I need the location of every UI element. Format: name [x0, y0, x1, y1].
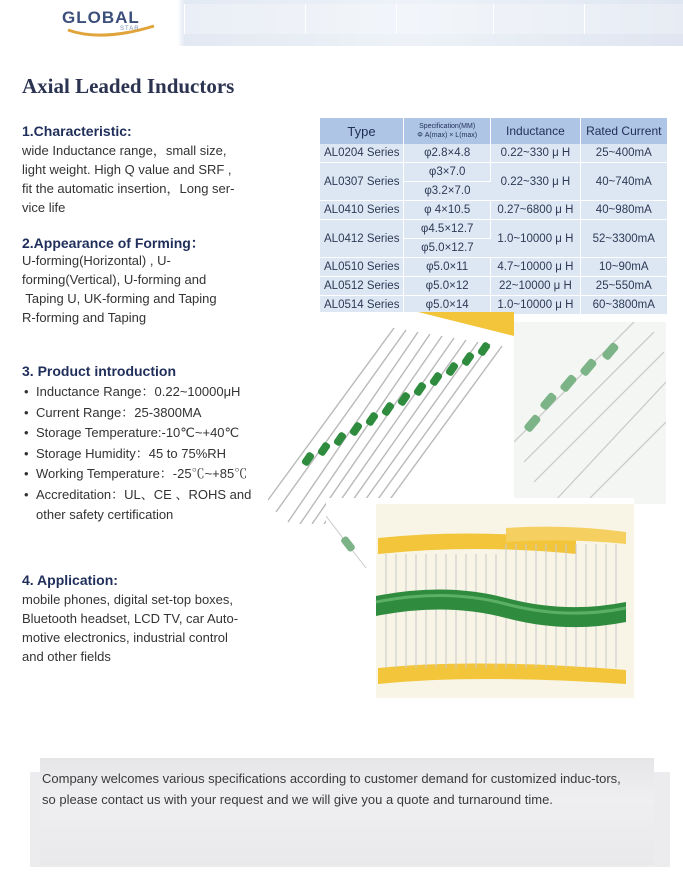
cell-current: 60~3800mA — [580, 296, 667, 315]
characteristic-line: light weight. High Q value and SRF , — [22, 162, 232, 177]
logo-subtext: STAR — [120, 26, 140, 32]
cell-current: 52~3300mA — [580, 220, 667, 258]
header-spec — [404, 118, 491, 144]
forming-line: forming(Vertical), U-forming and — [22, 272, 207, 287]
product-bullets — [24, 382, 274, 526]
cell-type: AL0410 Series — [320, 201, 404, 220]
formed-inductors-image — [326, 498, 634, 698]
forming-text — [22, 251, 292, 327]
cell-type: AL0204 Series — [320, 144, 404, 163]
header-decor-cell — [396, 4, 493, 34]
header-type: Type — [320, 118, 404, 144]
cell-spec: φ5.0×12.7 — [404, 239, 491, 258]
characteristic-text — [22, 141, 292, 217]
logo-text: GLOBAL — [62, 8, 140, 27]
taped-inductors-photo — [268, 312, 514, 524]
table-row — [320, 163, 667, 182]
table-row — [320, 144, 667, 163]
application-title: 4. Application: — [22, 572, 118, 588]
cell-current: 40~980mA — [580, 201, 667, 220]
cell-inductance: 0.22~330 μ H — [491, 163, 580, 201]
company-logo — [62, 8, 158, 38]
header-spec-line1: Specification(MM) — [419, 123, 476, 130]
cell-spec: φ3×7.0 — [404, 163, 491, 182]
cell-type: AL0307 Series — [320, 163, 404, 201]
footer-text: Company welcomes various specifications according to customer demand for customized induc-tors, so please contact us with your request and we will give you a quote and turnaround time. — [42, 771, 621, 807]
characteristic-title: 1.Characteristic: — [22, 123, 132, 139]
loose-inductors-image — [514, 322, 666, 504]
cell-inductance: 1.0~10000 μ H — [491, 220, 580, 258]
cell-inductance: 0.22~330 μ H — [491, 144, 580, 163]
cell-inductance: 0.27~6800 μ H — [491, 201, 580, 220]
table-row — [320, 258, 667, 277]
cell-spec: φ5.0×12 — [404, 277, 491, 296]
cell-inductance: 22~10000 μ H — [491, 277, 580, 296]
cell-spec: φ 4×10.5 — [404, 201, 491, 220]
product-bullet: • Inductance Range：0.22~10000μH — [24, 382, 274, 403]
product-bullet: • Accreditation：UL、CE 、ROHS and — [24, 485, 274, 506]
cell-spec: φ4.5×12.7 — [404, 220, 491, 239]
taped-inductors-image — [268, 312, 514, 524]
cell-spec: φ2.8×4.8 — [404, 144, 491, 163]
forming-title: 2.Appearance of Forming： — [22, 235, 205, 251]
formed-inductors-photo — [326, 498, 634, 698]
cell-current: 10~90mA — [580, 258, 667, 277]
header-decor-cell — [305, 4, 396, 34]
header-decor-cell — [184, 4, 305, 34]
cell-current: 40~740mA — [580, 163, 667, 201]
product-bullet-continuation: other safety certification — [36, 507, 174, 522]
cell-inductance: 1.0~10000 μ H — [491, 296, 580, 315]
application-line: Bluetooth headset, LCD TV, car Auto- — [22, 611, 239, 626]
characteristic-line: vice life — [22, 200, 66, 215]
page-title: Axial Leaded Inductors — [22, 74, 235, 98]
loose-inductors-photo — [514, 322, 666, 504]
application-line: and other fields — [22, 649, 111, 664]
application-line: mobile phones, digital set-top boxes, — [22, 592, 234, 607]
forming-line: U-forming(Horizontal) , U- — [22, 253, 171, 268]
cell-spec: φ5.0×14 — [404, 296, 491, 315]
cell-spec: φ3.2×7.0 — [404, 182, 491, 201]
product-title: 3. Product introduction — [22, 363, 176, 379]
application-line: motive electronics, industrial control — [22, 630, 228, 645]
forming-line: Taping U, UK-forming and Taping — [22, 291, 217, 306]
forming-line: R-forming and Taping — [22, 310, 147, 325]
cell-type: AL0514 Series — [320, 296, 404, 315]
table-row — [320, 277, 667, 296]
product-bullet: • Storage Temperature:-10℃~+40℃ — [24, 423, 274, 444]
application-text — [22, 590, 292, 666]
cell-spec: φ5.0×11 — [404, 258, 491, 277]
product-bullet: • Current Range：25-3800MA — [24, 403, 274, 424]
cell-type: AL0412 Series — [320, 220, 404, 258]
table-row — [320, 220, 667, 239]
header-decor-cell — [584, 4, 683, 34]
header-inductance: Inductance — [491, 118, 580, 144]
cell-current: 25~400mA — [580, 144, 667, 163]
characteristic-line: wide Inductance range，small size, — [22, 143, 227, 158]
cell-inductance: 4.7~10000 μ H — [491, 258, 580, 277]
header-spec-line2: Φ A(max) × L(max) — [417, 132, 478, 139]
characteristic-line: fit the automatic insertion，Long ser- — [22, 181, 235, 196]
cell-type: AL0510 Series — [320, 258, 404, 277]
spec-table — [320, 118, 667, 315]
spec-table-header-row — [320, 118, 667, 144]
header-decor-cell — [493, 4, 584, 34]
header-current: Rated Current — [580, 118, 667, 144]
product-bullet: • Storage Humidity：45 to 75%RH — [24, 444, 274, 465]
product-bullet: • Working Temperature：-25℃~+85℃ — [24, 464, 274, 485]
cell-current: 25~550mA — [580, 277, 667, 296]
table-row — [320, 201, 667, 220]
cell-type: AL0512 Series — [320, 277, 404, 296]
